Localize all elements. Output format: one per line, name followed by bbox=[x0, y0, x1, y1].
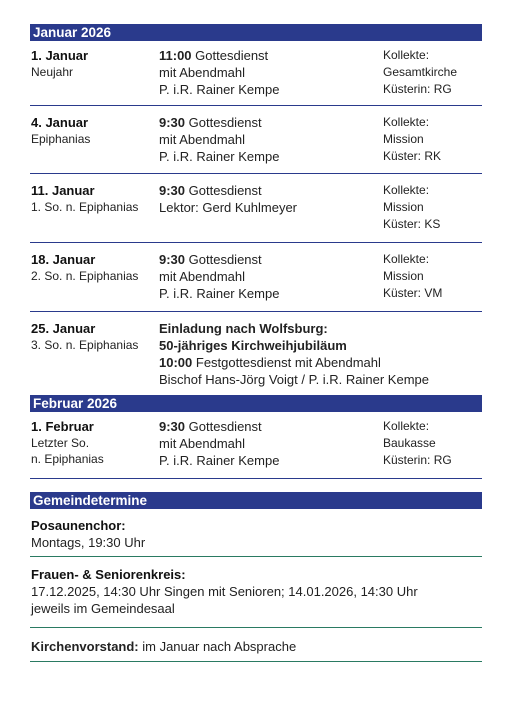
service-time: 9:30 bbox=[159, 115, 186, 130]
service-entry bbox=[30, 251, 482, 312]
liturgical-day: 2. So. n. Epiphanias bbox=[31, 269, 139, 283]
service-date: 1. Februar bbox=[31, 419, 94, 434]
frauenkreis-location: jeweils im Gemeindesaal bbox=[31, 601, 175, 616]
service-entry bbox=[30, 182, 482, 243]
sexton: Küster: RK bbox=[383, 149, 442, 163]
collection-purpose: Mission bbox=[383, 269, 424, 283]
service-type: Gottesdienst bbox=[195, 48, 269, 63]
liturgical-day: 3. So. n. Epiphanias bbox=[31, 338, 139, 352]
service-type: Gottesdienst bbox=[188, 252, 262, 267]
collection-column bbox=[383, 418, 483, 469]
date-column bbox=[31, 182, 156, 215]
service-details bbox=[159, 182, 384, 216]
service-details bbox=[159, 418, 384, 469]
date-column bbox=[31, 320, 156, 353]
kirchenvorstand-text: im Januar nach Absprache bbox=[138, 639, 297, 654]
liturgical-day: Letzter So. bbox=[31, 436, 90, 450]
frauenkreis-block bbox=[30, 566, 482, 628]
posaunenchor-title: Posaunenchor: bbox=[31, 518, 126, 533]
service-line: P. i.R. Rainer Kempe bbox=[159, 82, 280, 97]
service-details bbox=[159, 251, 384, 302]
service-line: P. i.R. Rainer Kempe bbox=[159, 453, 280, 468]
collection-purpose: Baukasse bbox=[383, 436, 436, 450]
date-column bbox=[31, 114, 156, 147]
service-type: Gottesdienst bbox=[188, 115, 262, 130]
collection-label: Kollekte: bbox=[383, 115, 430, 129]
service-line: mit Abendmahl bbox=[159, 132, 245, 147]
collection-label: Kollekte: bbox=[383, 252, 430, 266]
service-line: P. i.R. Rainer Kempe bbox=[159, 149, 280, 164]
service-line: Bischof Hans-Jörg Voigt / P. i.R. Rainer Kempe bbox=[159, 372, 429, 387]
kirchenvorstand-title: Kirchenvorstand: bbox=[31, 639, 139, 654]
collection-label: Kollekte: bbox=[383, 183, 430, 197]
service-entry-special bbox=[30, 320, 482, 395]
collection-column bbox=[383, 47, 483, 98]
service-date: 18. Januar bbox=[31, 252, 96, 267]
service-type: Festgottesdienst mit Abendmahl bbox=[195, 355, 381, 370]
service-date: 11. Januar bbox=[31, 183, 95, 198]
liturgical-day: Neujahr bbox=[31, 65, 74, 79]
service-date: 1. Januar bbox=[31, 48, 89, 63]
kirchenvorstand-block bbox=[30, 638, 482, 662]
service-details bbox=[159, 320, 489, 388]
section-header-january: Januar 2026 bbox=[30, 24, 482, 41]
frauenkreis-title: Frauen- & Seniorenkreis: bbox=[31, 567, 186, 582]
posaunenchor-block bbox=[30, 517, 482, 557]
collection-column bbox=[383, 251, 483, 302]
collection-purpose: Mission bbox=[383, 200, 424, 214]
liturgical-day: Epiphanias bbox=[31, 132, 91, 146]
service-date: 25. Januar bbox=[31, 321, 96, 336]
sexton: Küsterin: RG bbox=[383, 453, 452, 467]
service-line: Lektor: Gerd Kuhlmeyer bbox=[159, 200, 298, 215]
service-entry bbox=[30, 418, 482, 479]
service-line: P. i.R. Rainer Kempe bbox=[159, 286, 280, 301]
service-entry bbox=[30, 114, 482, 174]
service-line: mit Abendmahl bbox=[159, 436, 245, 451]
service-time: 10:00 bbox=[159, 355, 193, 370]
invitation-line: Einladung nach Wolfsburg: bbox=[159, 321, 328, 336]
sexton: Küsterin: RG bbox=[383, 82, 452, 96]
service-time: 11:00 bbox=[159, 48, 192, 63]
collection-label: Kollekte: bbox=[383, 48, 430, 62]
collection-column bbox=[383, 114, 483, 165]
sexton: Küster: KS bbox=[383, 217, 441, 231]
service-details bbox=[159, 47, 384, 98]
church-bulletin bbox=[30, 24, 482, 662]
sexton: Küster: VM bbox=[383, 286, 443, 300]
liturgical-day: n. Epiphanias bbox=[31, 452, 104, 466]
service-time: 9:30 bbox=[159, 183, 186, 198]
collection-purpose: Mission bbox=[383, 132, 424, 146]
service-date: 4. Januar bbox=[31, 115, 89, 130]
anniversary-line: 50-jähriges Kirchweihjubiläum bbox=[159, 338, 347, 353]
collection-label: Kollekte: bbox=[383, 419, 430, 433]
service-details bbox=[159, 114, 384, 165]
frauenkreis-dates: 17.12.2025, 14:30 Uhr Singen mit Senioren; 14.01.2026, 14:30 Uhr bbox=[31, 584, 418, 599]
service-type: Gottesdienst bbox=[188, 419, 262, 434]
liturgical-day: 1. So. n. Epiphanias bbox=[31, 200, 139, 214]
service-entry bbox=[30, 47, 482, 106]
collection-purpose: Gesamtkirche bbox=[383, 65, 458, 79]
section-header-february: Februar 2026 bbox=[30, 395, 482, 412]
service-time: 9:30 bbox=[159, 419, 186, 434]
date-column bbox=[31, 47, 156, 80]
date-column bbox=[31, 418, 156, 467]
service-line: mit Abendmahl bbox=[159, 269, 245, 284]
posaunenchor-time: Montags, 19:30 Uhr bbox=[31, 535, 146, 550]
date-column bbox=[31, 251, 156, 284]
service-line: mit Abendmahl bbox=[159, 65, 245, 80]
section-header-gemeindetermine: Gemeindetermine bbox=[30, 492, 482, 509]
service-time: 9:30 bbox=[159, 252, 186, 267]
collection-column bbox=[383, 182, 483, 233]
service-type: Gottesdienst bbox=[188, 183, 262, 198]
